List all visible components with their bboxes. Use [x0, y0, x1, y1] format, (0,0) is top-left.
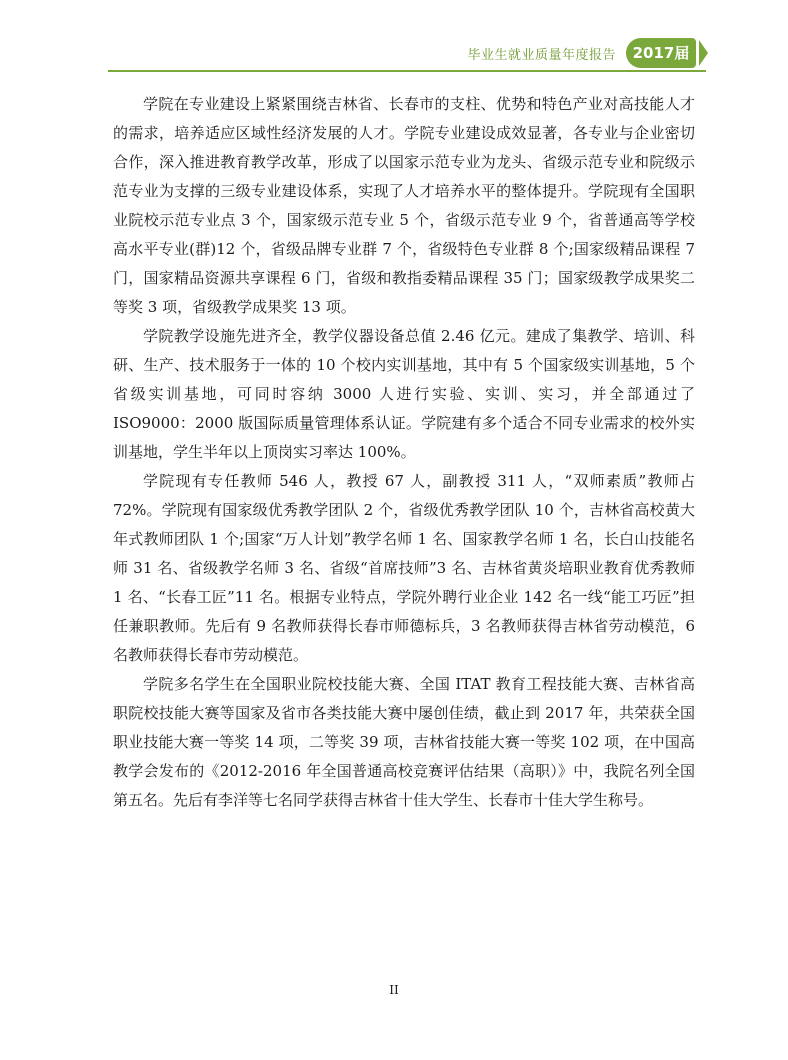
body-text [113, 90, 695, 815]
paragraph-facilities: 学院教学设施先进齐全，教学仪器设备总值 2.46 亿元。建成了集教学、培训、科研、生产、技术服务于一体的 10 个校内实训基地，其中有 5 个国家级实训基地，5 个省级实训基地，可同时容纳 3000 人进行实验、实训、实习，并全部通过了 ISO9000：2000 版国际质量管理体系认证。学院建有多个适合不同专业需求的校外实训基地，学生半年以上顶岗实习率达 100%。 [113, 327, 695, 461]
report-title: 毕业生就业质量年度报告 [467, 48, 616, 63]
page-number: II [389, 983, 399, 997]
paragraph-students: 学院多名学生在全国职业院校技能大赛、全国 ITAT 教育工程技能大赛、吉林省高职院校技能大赛等国家及省市各类技能大赛中屡创佳绩，截止到 2017 年，共荣获全国职业技能大赛一等奖 14 项，二等奖 39 项，吉林省技能大赛一等奖 102 项，在中国高教学会发布的《2012-2016 年全国普通高校竞赛评估结果（高职）》中，我院名列全国第五名。先后有李洋等七名同学获得吉林省十佳大学生、长春市十佳大学生称号。 [113, 675, 695, 809]
year-badge: 2017届 [626, 38, 696, 68]
paragraph-programs: 学院在专业建设上紧紧围绕吉林省、长春市的支柱、优势和特色产业对高技能人才的需求，培养适应区域性经济发展的人才。学院专业建设成效显著，各专业与企业密切合作，深入推进教育教学改革，形成了以国家示范专业为龙头、省级示范专业和院级示范专业为支撑的三级专业建设体系，实现了人才培养水平的整体提升。学院现有全国职业院校示范专业点 3 个，国家级示范专业 5 个，省级示范专业 9 个，省普通高等学校高水平专业(群)12 个，省级品牌专业群 7 个，省级特色专业群 8 个;国家级精品课程 7 门，国家精品资源共享课程 6 门，省级和教指委精品课程 35 门；国家级教学成果奖二等奖 3 项，省级教学成果奖 13 项。 [113, 95, 695, 316]
chevron-right-icon [699, 40, 708, 66]
paragraph-faculty: 学院现有专任教师 546 人，教授 67 人，副教授 311 人，“双师素质”教师占 72%。学院现有国家级优秀教学团队 2 个，省级优秀教学团队 10 个，吉林省高校黄大年式教师团队 1 个;国家“万人计划”教学名师 1 名、国家教学名师 1 名，长白山技能名师 31 名、省级教学名师 3 名、省级“首席技师”3 名、吉林省黄炎培职业教育优秀教师 1 名、“长春工匠”11 名。根据专业特点，学院外聘行业企业 142 名一线“能工巧匠”担任兼职教师。先后有 9 名教师获得长春市师德标兵，3 名教师获得吉林省劳动模范，6 名教师获得长春市劳动模范。 [113, 472, 695, 664]
page-header [108, 28, 708, 74]
header-divider [108, 70, 706, 72]
